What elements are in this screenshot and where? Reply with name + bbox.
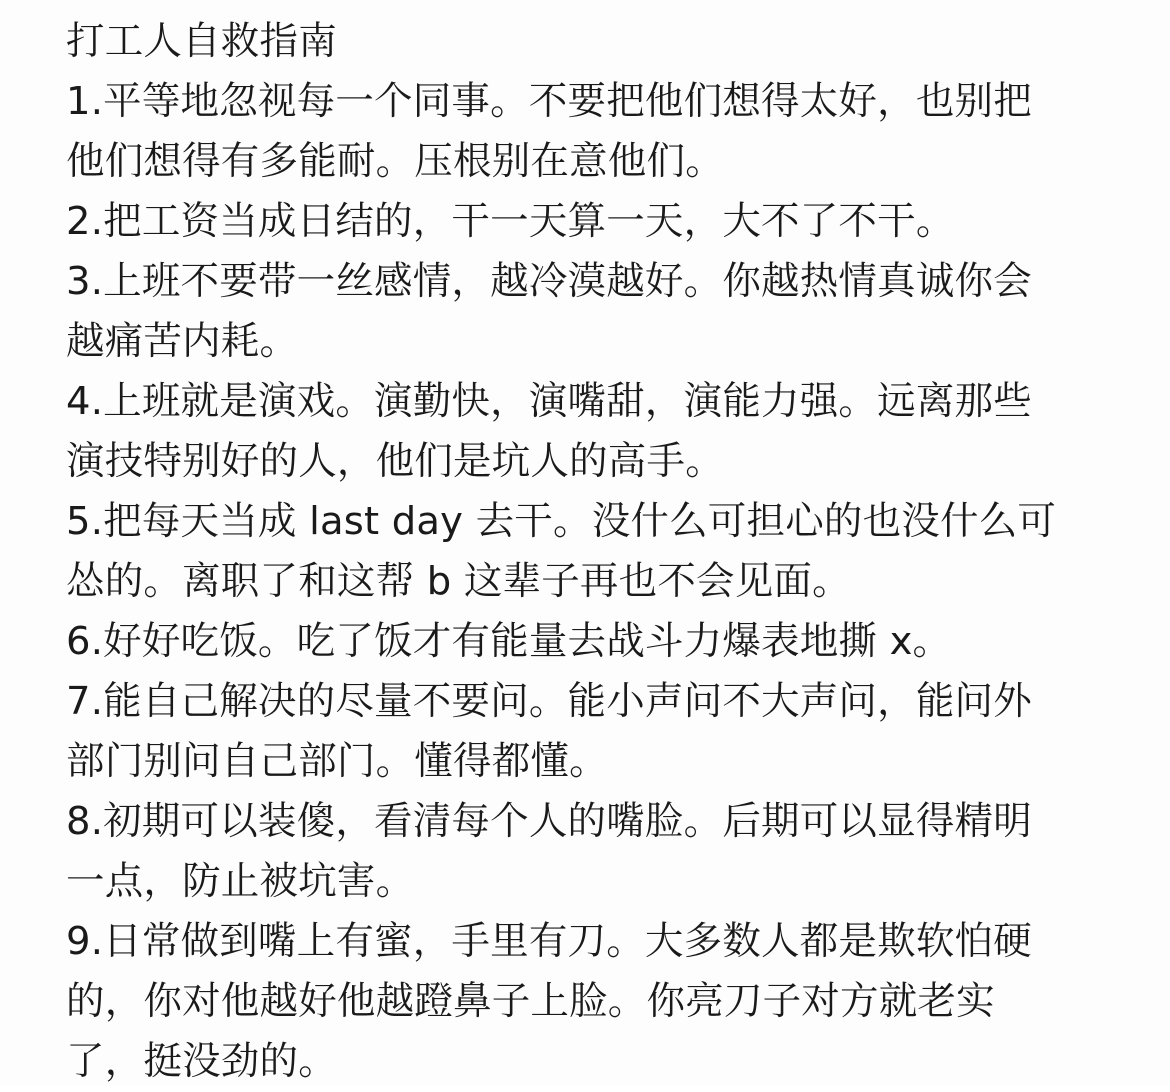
text-line: 5.把每天当成 last day 去干。没什么可担心的也没什么可	[66, 499, 1057, 544]
text-line: 一点，防止被坑害。	[66, 859, 415, 904]
text-line: 4.上班就是演戏。演勤快，演嘴甜，演能力强。远离那些	[66, 379, 1032, 424]
text-line: 9.日常做到嘴上有蜜，手里有刀。大多数人都是欺软怕硬	[66, 919, 1032, 964]
text-line: 2.把工资当成日结的，干一天算一天，大不了不干。	[66, 199, 955, 244]
text-lines	[66, 72, 1126, 1092]
text-line: 他们想得有多能耐。压根别在意他们。	[66, 139, 724, 184]
text-line: 越痛苦内耗。	[66, 319, 299, 364]
text-line: 演技特别好的人，他们是坑人的高手。	[66, 439, 724, 484]
text-line: 1.平等地忽视每一个同事。不要把他们想得太好，也别把	[66, 79, 1032, 124]
text-line: 7.能自己解决的尽量不要问。能小声问不大声问，能问外	[66, 679, 1032, 724]
text-line: 3.上班不要带一丝感情，越冷漠越好。你越热情真诚你会	[66, 259, 1032, 304]
text-line: 的，你对他越好他越蹬鼻子上脸。你亮刀子对方就老实	[66, 979, 995, 1024]
text-line: 8.初期可以装傻，看清每个人的嘴脸。后期可以显得精明	[66, 799, 1032, 844]
document-body	[66, 12, 1126, 1092]
text-line: 6.好好吃饭。吃了饭才有能量去战斗力爆表地撕 x。	[66, 619, 952, 664]
text-line: 怂的。离职了和这帮 b 这辈子再也不会见面。	[66, 559, 851, 604]
document-title: 打工人自救指南	[66, 19, 337, 64]
text-line: 部门别问自己部门。懂得都懂。	[66, 739, 608, 784]
text-line: 了，挺没劲的。	[66, 1039, 337, 1084]
